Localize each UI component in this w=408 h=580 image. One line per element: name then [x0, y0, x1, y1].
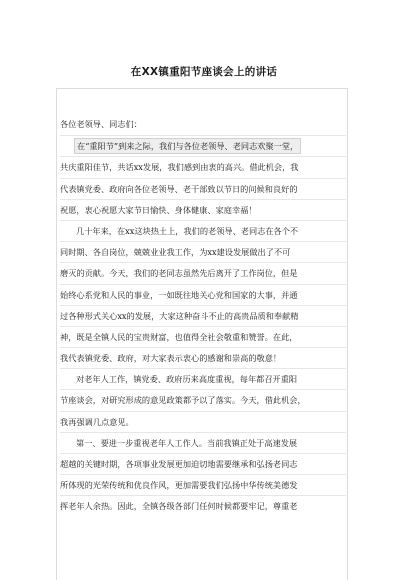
line-text: 祝愿，衷心祝愿大家节日愉快、身体健康、家庭幸福！ [60, 204, 257, 215]
paragraph-line [60, 135, 346, 156]
line-text: 第一、要进一步重视老年人工作人。当前我镇正处于高速发展 [76, 437, 298, 448]
document-title: 在XX镇重阳节座谈会上的讲话 [130, 66, 278, 78]
line-text: 神，既是全镇人民的宝贵财富，也值得全社会敬重和赞誉。在此， [60, 331, 298, 342]
paragraph-line [60, 114, 346, 135]
paragraph-line [60, 199, 346, 220]
document-body [60, 114, 346, 517]
paragraph-line [60, 262, 346, 283]
paragraph-line [60, 389, 346, 410]
paragraph-line [60, 156, 346, 177]
paragraph-line [60, 453, 346, 474]
line-text: 超越的关键时期，各项事业发展更加迫切地需要继承和弘扬老同志 [60, 459, 298, 469]
paragraph-line [60, 432, 346, 453]
paragraph-line [60, 178, 346, 199]
line-text: 共庆重阳佳节，共话xx发展，我们感到由衷的高兴。借此机会，我 [60, 162, 299, 173]
line-text: 同时期、各自岗位，兢兢业业我工作，为xx建设发展做出了不可 [60, 247, 291, 258]
line-text: 所体现的光荣传统和优良作风，更加需要我们弘扬中华传统美德发 [60, 480, 298, 491]
line-text: 始终心系党和人民的事业，一如既往地关心党和国家的大事，并通 [60, 289, 298, 300]
line-text: 我再强调几点意见。 [60, 416, 134, 427]
paragraph-line [60, 241, 346, 262]
line-text: 代表镇党委、政府向各位老领导、老干部致以节日的问候和良好的 [60, 183, 298, 194]
paragraph-line [60, 220, 346, 241]
paragraph-line [60, 326, 346, 347]
line-text: 我代表镇党委、政府，对大家表示衷心的感谢和崇高的敬意！ [60, 353, 282, 364]
line-text: 在“重阳节”到来之际，我们与各位老领导、老同志欢聚一堂， [74, 138, 301, 154]
paragraph-line [60, 305, 346, 326]
line-text: 各位老领导、同志们： [60, 119, 142, 129]
paragraph-line [60, 284, 346, 305]
paragraph-line [60, 474, 346, 495]
line-text: 挥老年人余热。因此，全镇各级各部门任何时候都要牢记，尊重老 [60, 501, 298, 512]
line-text: 过各种形式关心xx的发展，大家这种奋斗不止的高贵品质和奉献精 [60, 310, 299, 321]
paragraph-line [60, 495, 346, 516]
line-text: 几十年来，在xx这块热土上，我们的老领导、老同志在各个不 [76, 225, 299, 236]
paragraph-line [60, 368, 346, 389]
paragraph-line [60, 411, 346, 432]
line-text: 磨灭的贡献。今天，我们的老同志虽然先后离开了工作岗位，但是 [60, 268, 298, 279]
line-text: 对老年人工作，镇党委、政府历来高度重视，每年都召开重阳 [76, 374, 298, 385]
line-text: 节座谈会，对研究形成的意见政策都予以了落实。今天，借此机会， [60, 395, 306, 406]
paragraph-line [60, 347, 346, 368]
